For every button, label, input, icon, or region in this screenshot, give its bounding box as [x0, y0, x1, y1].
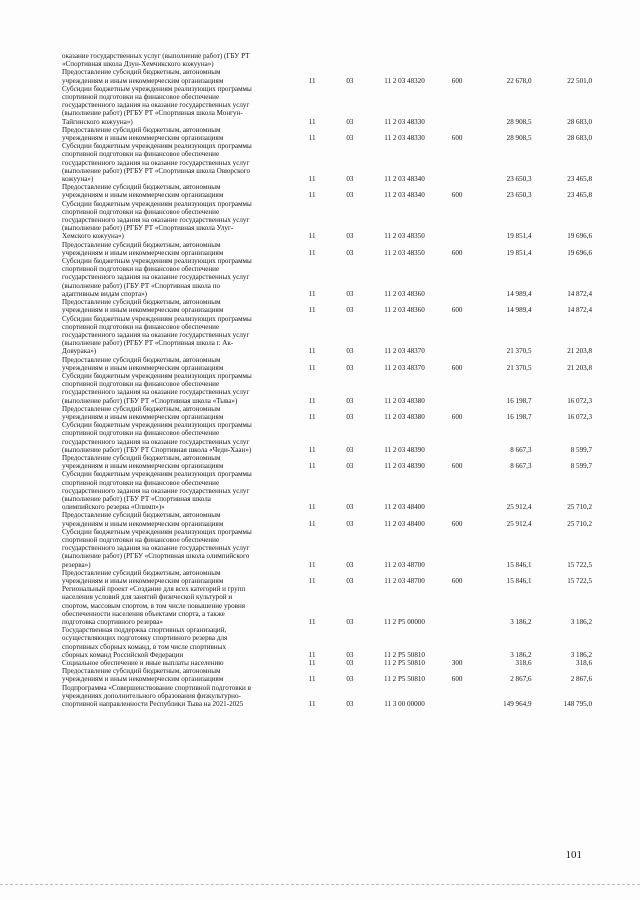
row-target-article-code: 11 2 03 48370 — [384, 347, 425, 356]
row-target-article-code: 11 2 03 48350 — [384, 232, 425, 241]
row-target-article-code: 11 3 00 00000 — [384, 700, 425, 709]
table-row — [62, 298, 592, 314]
row-amount-first-year: 23 650,3 — [506, 191, 532, 200]
row-amount-second-year: 3 186,2 — [570, 618, 593, 627]
row-amount-second-year: 23 465,8 — [567, 191, 593, 200]
table-row — [62, 470, 592, 511]
row-amount-first-year: 14 989,4 — [506, 306, 532, 315]
row-name: Предоставление субсидий бюджетным, автономным учреждениям и иным некоммерческим организациям — [62, 511, 224, 528]
row-name: Региональный проект «Создание для всех категорий и групп населения условий для занятий физической культурой и спортом, массовым спортом, в том числе повышение уровня обеспеченности населения объектами спорта, а также подготовка спортивного резерва» — [62, 585, 246, 627]
row-name: Предоставление субсидий бюджетным, автономным учреждениям и иным некоммерческим организациям — [62, 453, 224, 471]
row-amount-second-year: 21 203,8 — [567, 347, 593, 356]
row-target-article-code: 11 2 03 48400 — [384, 519, 425, 528]
row-amount-second-year: 19 696,6 — [567, 248, 593, 257]
row-section-code: 11 — [308, 117, 316, 126]
row-expense-type-code: 600 — [451, 675, 463, 684]
row-name: Социальное обеспечение и иные выплаты населению — [62, 659, 224, 668]
row-section-code: 11 — [308, 618, 316, 627]
row-subsection-code: 03 — [346, 560, 354, 569]
row-subsection-code: 03 — [346, 577, 354, 585]
row-section-code: 11 — [308, 700, 316, 709]
row-expense-type-code: 600 — [451, 577, 463, 585]
row-name: Субсидии бюджетным учреждениям реализующих программы спортивной подготовки на финансовое обеспечение государственного задания на оказание государственных услуг (выполнение работ) (РГБУ «Спортивная школа олимпийского резерва») — [62, 527, 252, 569]
row-amount-first-year: 15 846,1 — [506, 577, 532, 585]
table-row — [62, 454, 592, 470]
row-section-code: 11 — [308, 560, 316, 569]
row-section-code: 11 — [308, 519, 316, 528]
row-subsection-code: 03 — [346, 700, 354, 709]
table-row — [62, 52, 592, 68]
row-amount-first-year: 21 370,5 — [506, 363, 532, 372]
table-row — [62, 200, 592, 241]
row-subsection-code: 03 — [346, 117, 354, 126]
row-amount-first-year: 14 989,4 — [506, 289, 532, 298]
row-subsection-code: 03 — [346, 306, 354, 315]
row-expense-type-code: 600 — [451, 306, 463, 315]
row-section-code: 11 — [308, 503, 316, 512]
row-name: Предоставление субсидий бюджетным, автономным учреждениям и иным некоммерческим организациям — [62, 125, 224, 143]
row-target-article-code: 11 2 03 48330 — [384, 117, 425, 126]
row-section-code: 11 — [308, 675, 316, 684]
table-row — [62, 85, 592, 126]
row-amount-first-year: 16 198,7 — [506, 396, 532, 405]
row-name: Субсидии бюджетным учреждениям реализующих программы спортивной подготовки на финансовое обеспечение государственного задания на оказание государственных услуг (выполнение работ) (ГБУ РТ «Спортивная школа «Тыва») — [62, 371, 252, 405]
row-subsection-code: 03 — [346, 519, 354, 528]
row-amount-second-year: 23 465,8 — [567, 175, 593, 184]
row-name: Субсидии бюджетным учреждениям реализующих программы спортивной подготовки на финансовое обеспечение государственного задания на оказание государственных услуг (выполнение работ) (ГБУ РТ «Спортивная школа по адаптивным видам спорта») — [62, 257, 252, 298]
row-name: Субсидии бюджетным учреждениям реализующих программы спортивной подготовки на финансовое обеспечение государственного задания на оказание государственных услуг (выполнение работ) (РГБУ РТ «Спортивная школа Монгун- Тайгинского кожууна») — [62, 84, 252, 126]
row-target-article-code: 11 2 03 48700 — [384, 577, 425, 585]
row-amount-first-year: 19 851,4 — [506, 248, 532, 257]
row-amount-second-year: 28 683,0 — [567, 117, 593, 126]
row-name: Предоставление субсидий бюджетным, автономным учреждениям и иным некоммерческим организациям — [62, 568, 224, 585]
row-subsection-code: 03 — [346, 289, 354, 298]
row-subsection-code: 03 — [346, 175, 354, 184]
row-subsection-code: 03 — [346, 462, 354, 471]
row-section-code: 11 — [308, 347, 316, 356]
row-amount-second-year: 22 501,0 — [567, 76, 593, 85]
table-row — [62, 667, 592, 683]
row-name: Предоставление субсидий бюджетным, автономным учреждениям и иным некоммерческим организациям — [62, 298, 224, 315]
row-subsection-code: 03 — [346, 134, 354, 143]
table-row — [62, 241, 592, 257]
row-target-article-code: 11 2 03 48340 — [384, 175, 425, 184]
row-section-code: 11 — [308, 289, 316, 298]
row-section-code: 11 — [308, 76, 316, 85]
row-section-code: 11 — [308, 232, 316, 241]
row-name: Предоставление субсидий бюджетным, автономным учреждениям и иным некоммерческим организациям — [62, 667, 224, 684]
row-section-code: 11 — [308, 306, 316, 315]
row-section-code: 11 — [308, 363, 316, 372]
table-row — [62, 659, 592, 667]
row-name: Предоставление субсидий бюджетным, автономным учреждениям и иным некоммерческим организациям — [62, 355, 224, 372]
row-section-code: 11 — [308, 134, 316, 143]
row-amount-second-year: 8 599,7 — [570, 462, 593, 471]
table-row — [62, 405, 592, 421]
row-amount-first-year: 23 650,3 — [506, 175, 532, 184]
table-row — [62, 257, 592, 298]
row-name: Субсидии бюджетным учреждениям реализующих программы спортивной подготовки на финансовое обеспечение государственного задания на оказание государственных услуг (выполнение работ) (РГБУ РТ «Спортивная школа г. Ак- Довурака») — [62, 314, 252, 356]
row-target-article-code: 11 2 03 48350 — [384, 248, 425, 257]
row-subsection-code: 03 — [346, 76, 354, 85]
table-row — [62, 126, 592, 142]
row-subsection-code: 03 — [346, 659, 354, 668]
row-subsection-code: 03 — [346, 232, 354, 241]
row-expense-type-code: 600 — [451, 462, 463, 471]
row-amount-first-year: 8 667,3 — [510, 445, 532, 454]
table-row — [62, 315, 592, 356]
row-amount-first-year: 19 851,4 — [506, 232, 532, 241]
row-subsection-code: 03 — [346, 347, 354, 356]
row-amount-first-year: 25 912,4 — [506, 519, 532, 528]
row-target-article-code: 11 2 03 48340 — [384, 191, 425, 200]
row-amount-first-year: 8 667,3 — [510, 462, 532, 471]
row-section-code: 11 — [308, 577, 316, 585]
page-bottom-divider — [0, 884, 640, 885]
row-expense-type-code: 300 — [451, 659, 463, 668]
row-amount-first-year: 318,6 — [515, 659, 532, 668]
row-target-article-code: 11 2 P5 00000 — [384, 618, 425, 627]
row-amount-second-year: 14 872,4 — [567, 289, 593, 298]
row-expense-type-code: 600 — [451, 519, 463, 528]
row-amount-second-year: 2 867,6 — [570, 675, 593, 684]
row-section-code: 11 — [308, 248, 316, 257]
row-section-code: 11 — [308, 650, 316, 659]
row-amount-first-year: 28 908,5 — [506, 134, 532, 143]
table-row — [62, 585, 592, 626]
row-target-article-code: 11 2 03 48380 — [384, 412, 425, 421]
row-amount-second-year: 21 203,8 — [567, 363, 593, 372]
row-target-article-code: 11 2 03 48360 — [384, 289, 425, 298]
row-expense-type-code: 600 — [451, 248, 463, 257]
table-row — [62, 68, 592, 84]
row-target-article-code: 11 2 03 48360 — [384, 306, 425, 315]
row-amount-first-year: 2 867,6 — [510, 675, 532, 684]
table-row — [62, 684, 592, 709]
table-row — [62, 626, 592, 659]
page-number: 101 — [565, 849, 582, 861]
row-expense-type-code: 600 — [451, 191, 463, 200]
row-amount-second-year: 25 710,2 — [567, 503, 593, 512]
row-expense-type-code: 600 — [451, 76, 463, 85]
row-amount-second-year: 19 696,6 — [567, 232, 593, 241]
row-target-article-code: 11 2 P5 50810 — [384, 650, 425, 659]
row-amount-first-year: 25 912,4 — [506, 503, 532, 512]
row-amount-second-year: 148 795,0 — [563, 700, 593, 709]
row-amount-first-year: 28 908,5 — [506, 117, 532, 126]
row-amount-second-year: 318,6 — [576, 659, 593, 668]
row-name: Субсидии бюджетным учреждениям реализующих программы спортивной подготовки на финансовое обеспечение государственного задания на оказание государственных услуг (выполнение работ) (РГБУ РТ «Спортивная школа Улуг- Хемского кожууна») — [62, 199, 252, 241]
row-amount-second-year: 16 072,3 — [567, 396, 593, 405]
row-target-article-code: 11 2 03 48390 — [384, 462, 425, 471]
row-subsection-code: 03 — [346, 396, 354, 405]
row-name: Государственная поддержка спортивных организаций, осуществляющих подготовку спортивного резерва для спортивных сборных команд, в том числе спортивных сборных команд Российской Федерации — [62, 626, 228, 659]
row-amount-second-year: 25 710,2 — [567, 519, 593, 528]
row-section-code: 11 — [308, 396, 316, 405]
row-amount-first-year: 22 678,0 — [506, 76, 532, 85]
row-name: Субсидии бюджетным учреждениям реализующих программы спортивной подготовки на финансовое обеспечение государственного задания на оказание государственных услуг (выполнение работ) (РГБУ РТ «Спортивная школа Овюрского кожууна») — [62, 142, 252, 184]
row-name: Предоставление субсидий бюджетным, автономным учреждениям и иным некоммерческим организациям — [62, 68, 224, 85]
row-section-code: 11 — [308, 412, 316, 421]
row-name: Предоставление субсидий бюджетным, автономным учреждениям и иным некоммерческим организациям — [62, 240, 224, 257]
row-target-article-code: 11 2 03 48700 — [384, 560, 425, 569]
table-row — [62, 372, 592, 405]
row-amount-first-year: 149 964,9 — [503, 700, 532, 709]
row-amount-second-year: 16 072,3 — [567, 412, 593, 421]
table-row — [62, 511, 592, 527]
row-amount-second-year: 28 683,0 — [567, 134, 593, 143]
row-target-article-code: 11 2 03 48320 — [384, 76, 425, 85]
row-amount-second-year: 8 599,7 — [570, 445, 593, 454]
row-amount-second-year: 15 722,5 — [567, 560, 593, 569]
row-subsection-code: 03 — [346, 675, 354, 684]
row-expense-type-code: 600 — [451, 134, 463, 143]
row-name: оказание государственных услуг (выполнение работ) (ГБУ РТ «Спортивная школа Дзун-Хемчикского кожууна») — [62, 52, 250, 69]
row-target-article-code: 11 2 03 48380 — [384, 396, 425, 405]
row-section-code: 11 — [308, 659, 316, 668]
row-target-article-code: 11 2 03 48370 — [384, 363, 425, 372]
row-subsection-code: 03 — [346, 412, 354, 421]
row-subsection-code: 03 — [346, 363, 354, 372]
table-row — [62, 356, 592, 372]
row-section-code: 11 — [308, 191, 316, 200]
row-target-article-code: 11 2 03 48390 — [384, 445, 425, 454]
table-row — [62, 569, 592, 585]
table-row — [62, 142, 592, 183]
row-name: Подпрограмма «Совершенствование спортивной подготовки в учреждениях дополнительного образования физкультурно- спортивной направленности Республики Тыва на 2021-2025 — [62, 683, 251, 709]
row-subsection-code: 03 — [346, 248, 354, 257]
row-name: Субсидии бюджетным учреждениям реализующих программы спортивной подготовки на финансовое обеспечение государственного задания на оказание государственных услуг (выполнение работ) (ГБУ РТ Спортивная школа «Чеди-Хаан») — [62, 421, 252, 454]
table-row — [62, 528, 592, 569]
row-amount-first-year: 16 198,7 — [506, 412, 532, 421]
row-section-code: 11 — [308, 462, 316, 471]
row-name: Предоставление субсидий бюджетным, автономным учреждениям и иным некоммерческим организациям — [62, 183, 224, 200]
row-expense-type-code: 600 — [451, 412, 463, 421]
row-target-article-code: 11 2 P5 50810 — [384, 659, 425, 668]
row-amount-first-year: 15 846,1 — [506, 560, 532, 569]
row-name: Предоставление субсидий бюджетным, автономным учреждениям и иным некоммерческим организациям — [62, 404, 224, 421]
row-amount-second-year: 14 872,4 — [567, 306, 593, 315]
row-subsection-code: 03 — [346, 445, 354, 454]
table-row — [62, 183, 592, 199]
row-subsection-code: 03 — [346, 618, 354, 627]
row-subsection-code: 03 — [346, 503, 354, 512]
row-subsection-code: 03 — [346, 191, 354, 200]
row-amount-first-year: 3 186,2 — [510, 650, 532, 659]
row-target-article-code: 11 2 03 48330 — [384, 134, 425, 143]
row-target-article-code: 11 2 P5 50810 — [384, 675, 425, 684]
budget-table — [62, 52, 592, 708]
row-expense-type-code: 600 — [451, 363, 463, 372]
row-section-code: 11 — [308, 175, 316, 184]
row-amount-second-year: 15 722,5 — [567, 577, 593, 585]
row-subsection-code: 03 — [346, 650, 354, 659]
row-amount-first-year: 21 370,5 — [506, 347, 532, 356]
row-name: Субсидии бюджетным учреждениям реализующих программы спортивной подготовки на финансовое обеспечение государственного задания на оказание государственных услуг (выполнение работ) (ГБУ РТ «Спортивная школа олимпийского резерва «Олимп»)» — [62, 470, 252, 512]
row-section-code: 11 — [308, 445, 316, 454]
row-amount-second-year: 3 186,2 — [570, 650, 593, 659]
table-row — [62, 421, 592, 454]
row-target-article-code: 11 2 03 48400 — [384, 503, 425, 512]
row-amount-first-year: 3 186,2 — [510, 618, 532, 627]
